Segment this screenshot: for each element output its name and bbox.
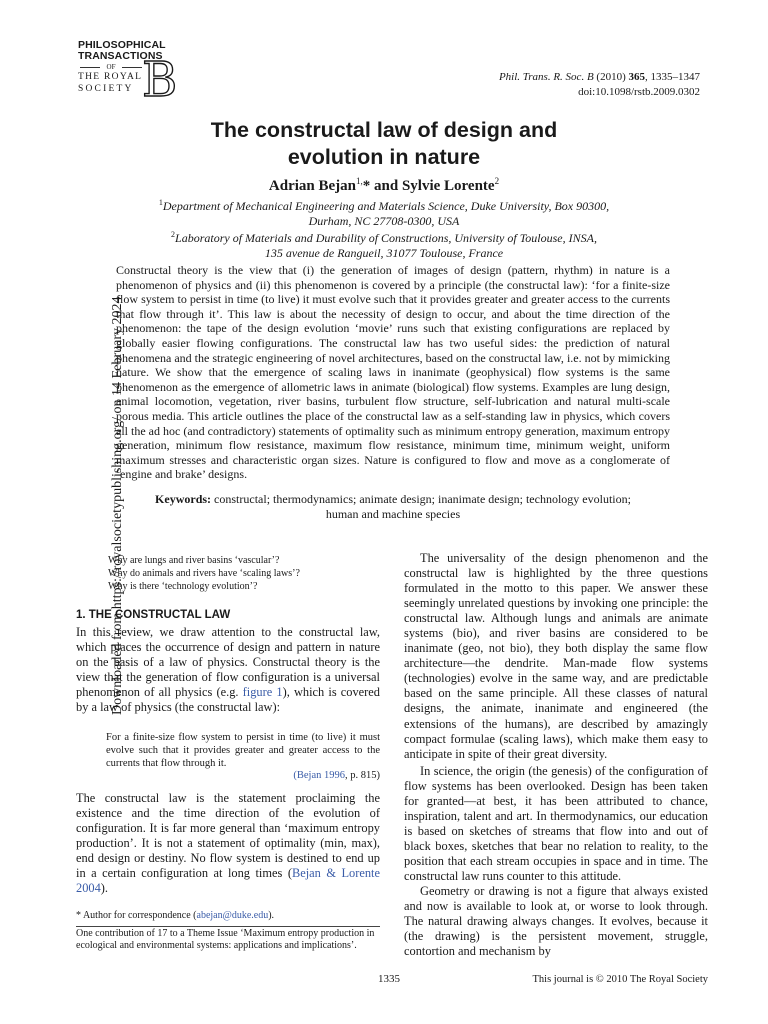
motto-question-2: Why do animals and rivers have ‘scaling laws’?	[108, 568, 300, 579]
corr-text-b: ).	[268, 910, 275, 921]
section-1-paragraph-1	[76, 625, 380, 715]
affil-2-line-a: Laboratory of Materials and Durability of Constructions, University of Toulouse, INSA,	[175, 231, 597, 245]
quote-ref-open: (	[293, 770, 297, 781]
contribution-footnote: One contribution of 17 to a Theme Issue ‘Maximum entropy production in ecological and environmental systems: applications and implications’.	[76, 928, 375, 951]
keywords-text-2: human and machine species	[325, 506, 461, 521]
figure-1-link[interactable]: figure 1	[242, 685, 283, 700]
email-link[interactable]: abejan@duke.edu	[196, 910, 269, 921]
page-number: 1335	[378, 973, 400, 985]
logo-series-letter: B	[142, 52, 178, 108]
bejan-1996-link[interactable]: Bejan 1996	[296, 770, 345, 781]
affil-2-marker: 2	[171, 230, 176, 239]
motto	[108, 554, 300, 593]
title-line-1: The constructal law of design and	[210, 118, 558, 142]
footnote-rule	[76, 926, 380, 927]
keywords	[116, 492, 670, 521]
bejan-lorente-2004-link[interactable]: Bejan & Lorente 2004	[76, 866, 380, 896]
abstract: Constructal theory is the view that (i) the generation of images of design (pattern, rhythm) in nature is a phenomenon of physics and (ii) this phenomenon is covered by a principle (the constructal law): ‘for a finite-size flow system to persist in time (to live) it must evolve such that it provides greater and greater access to the currents that flow through it’. This law is about the necessity of design to occur, and about the time direction of the phenomenon: the tape of the design evolution ‘movie’ runs such that existing configurations are replaced by globally easier flowing configurations. The constructal law has two useful sides: the prediction of natural phenomena and the strategic engineering of novel architectures, based on the constructal law, i.e. not by mimicking nature. We show that the emergence of scaling laws in inanimate (geophysical) flow systems is the same phenomenon as the emergence of allometric laws in animate (biological) flow systems. Examples are lung design, animal locomotion, vegetation, river basins, turbulent flow structure, self-lubrication and natural multi-scale porous media. This article outlines the place of the constructal law as a self-standing law in physics, which covers all the ad hoc (and contradictory) statements of optimality such as minimum entropy generation, maximum entropy generation, minimum flow resistance, maximum flow resistance, minimum time, minimum weight, uniform maximum stresses and characteristic organ sizes. Nature is configured to flow and move as a conglomerate of ‘engine and brake’ designs.	[116, 263, 670, 482]
right-paragraph-1: The universality of the design phenomenon and the constructal law is highlighted by the three questions formulated in the motto to this paper. We answer these seemingly unrelated questions by invoking one principle: the constructal law. Although lungs and animals are animate systems (bio), and river basins are considered to be inanimate (geo, not bio), they both display the same flow architecture—the dendrite. Man-made flow systems (technologies) evolve in the same way, and are predictable based on the same principle. All these classes of natural designs, the animate, inanimate and engineered (the extensions of the humans), are described by amazingly compact formulae (scaling laws), which make them easy to anticipate in spite of their great diversity.	[404, 551, 708, 761]
author-1: Adrian Bejan	[268, 178, 356, 194]
motto-question-1: Why are lungs and river basins ‘vascular’?	[108, 555, 280, 566]
corr-text-a: * Author for correspondence (	[76, 910, 197, 921]
keywords-text: constructal; thermodynamics; animate design; inanimate design; technology evolution;	[211, 492, 631, 506]
affil-1-line-b: Durham, NC 27708-0300, USA	[308, 213, 460, 228]
author-2: Sylvie Lorente	[401, 178, 495, 194]
keywords-label: Keywords:	[155, 492, 212, 506]
section-heading: 1. THE CONSTRUCTAL LAW	[76, 609, 231, 621]
journal-volume: 365	[628, 71, 645, 83]
block-quote: For a finite-size flow system to persist in time (to live) it must evolve such that it provides greater and greater access to the currents that flow through it.	[106, 732, 380, 769]
para1-text-a: In this review, we draw attention to the constructal law, which places the occurrence of design and pattern in nature on the basis of a law of physics. Constructal theory is the view that the generation of flow configuration is a universal phenomenon of all physics (e.g.	[76, 625, 380, 700]
doi: doi:10.1098/rstb.2009.0302	[578, 86, 700, 98]
journal-pages: , 1335–1347	[645, 71, 700, 83]
logo-line-philosophical: PHILOSOPHICAL	[78, 39, 166, 51]
motto-question-3: Why is there ‘technology evolution’?	[108, 581, 258, 592]
affil-1-marker: 1	[158, 198, 163, 207]
corresponding-star: *	[362, 178, 371, 194]
logo-line-transactions: TRANSACTIONS	[78, 50, 163, 62]
quote-reference	[106, 770, 380, 781]
affiliations	[0, 196, 768, 260]
journal-name: Phil. Trans. R. Soc. B	[498, 71, 594, 83]
para1-text-b: ), which is covered by a law of physics (the constructal law):	[76, 685, 380, 715]
affil-1-line-a: Department of Mechanical Engineering and Materials Science, Duke University, Box 90300,	[162, 199, 610, 213]
copyright-notice: This journal is © 2010 The Royal Society	[532, 974, 708, 985]
section-1-paragraph-2	[76, 791, 380, 896]
author-and: and	[370, 178, 402, 194]
download-stamp: Downloaded from https://royalsocietypublishing.org/ on 14 February 2024	[110, 296, 125, 715]
logo-of: OF	[78, 63, 144, 71]
para2-text-a: The constructal law is the statement proclaiming the existence and the time direction of the evolution of configuration. It is far more general than ‘maximum entropy production’. It is not a statement of optimality (min, max), end design or destiny. No flow system is destined to end up in a certain configuration at long times (	[76, 791, 380, 881]
author-1-affil: 1,	[356, 176, 363, 186]
affil-2-line-b: 135 avenue de Rangueil, 31077 Toulouse, France	[264, 245, 504, 260]
journal-year: (2010)	[596, 71, 626, 83]
right-paragraph-2: In science, the origin (the genesis) of the configuration of flow systems has been overlooked. Design has been taken for granted—at best, it has been attributed to chance, inspiration, talent and art. In thermodynamics, our education is based on sketches of streams that flow into and out of black boxes, sketches that bear no relation to reality, to the position that each stream occupies in space and in time. The constructal law runs counter to this attitude.	[404, 764, 708, 884]
journal-citation	[499, 70, 700, 100]
author-list	[0, 176, 768, 195]
quote-ref-close: , p. 815)	[345, 770, 380, 781]
logo-line-the-royal: THE ROYAL	[78, 72, 143, 82]
right-paragraph-3: Geometry or drawing is not a figure that always existed and now is available to look at, or worse to look through. The natural drawing always changes. It evolves, because it (the drawing) is the persistent movement, struggle, contortion and mechanism by	[404, 884, 708, 959]
correspondence-footnote	[76, 910, 274, 921]
author-2-affil: 2	[494, 176, 500, 186]
royal-society-logo	[78, 39, 178, 108]
para2-text-b: ).	[100, 881, 109, 896]
paper-title	[0, 117, 768, 171]
title-line-2: evolution in nature	[287, 145, 481, 169]
logo-line-society: SOCIETY	[78, 84, 134, 94]
